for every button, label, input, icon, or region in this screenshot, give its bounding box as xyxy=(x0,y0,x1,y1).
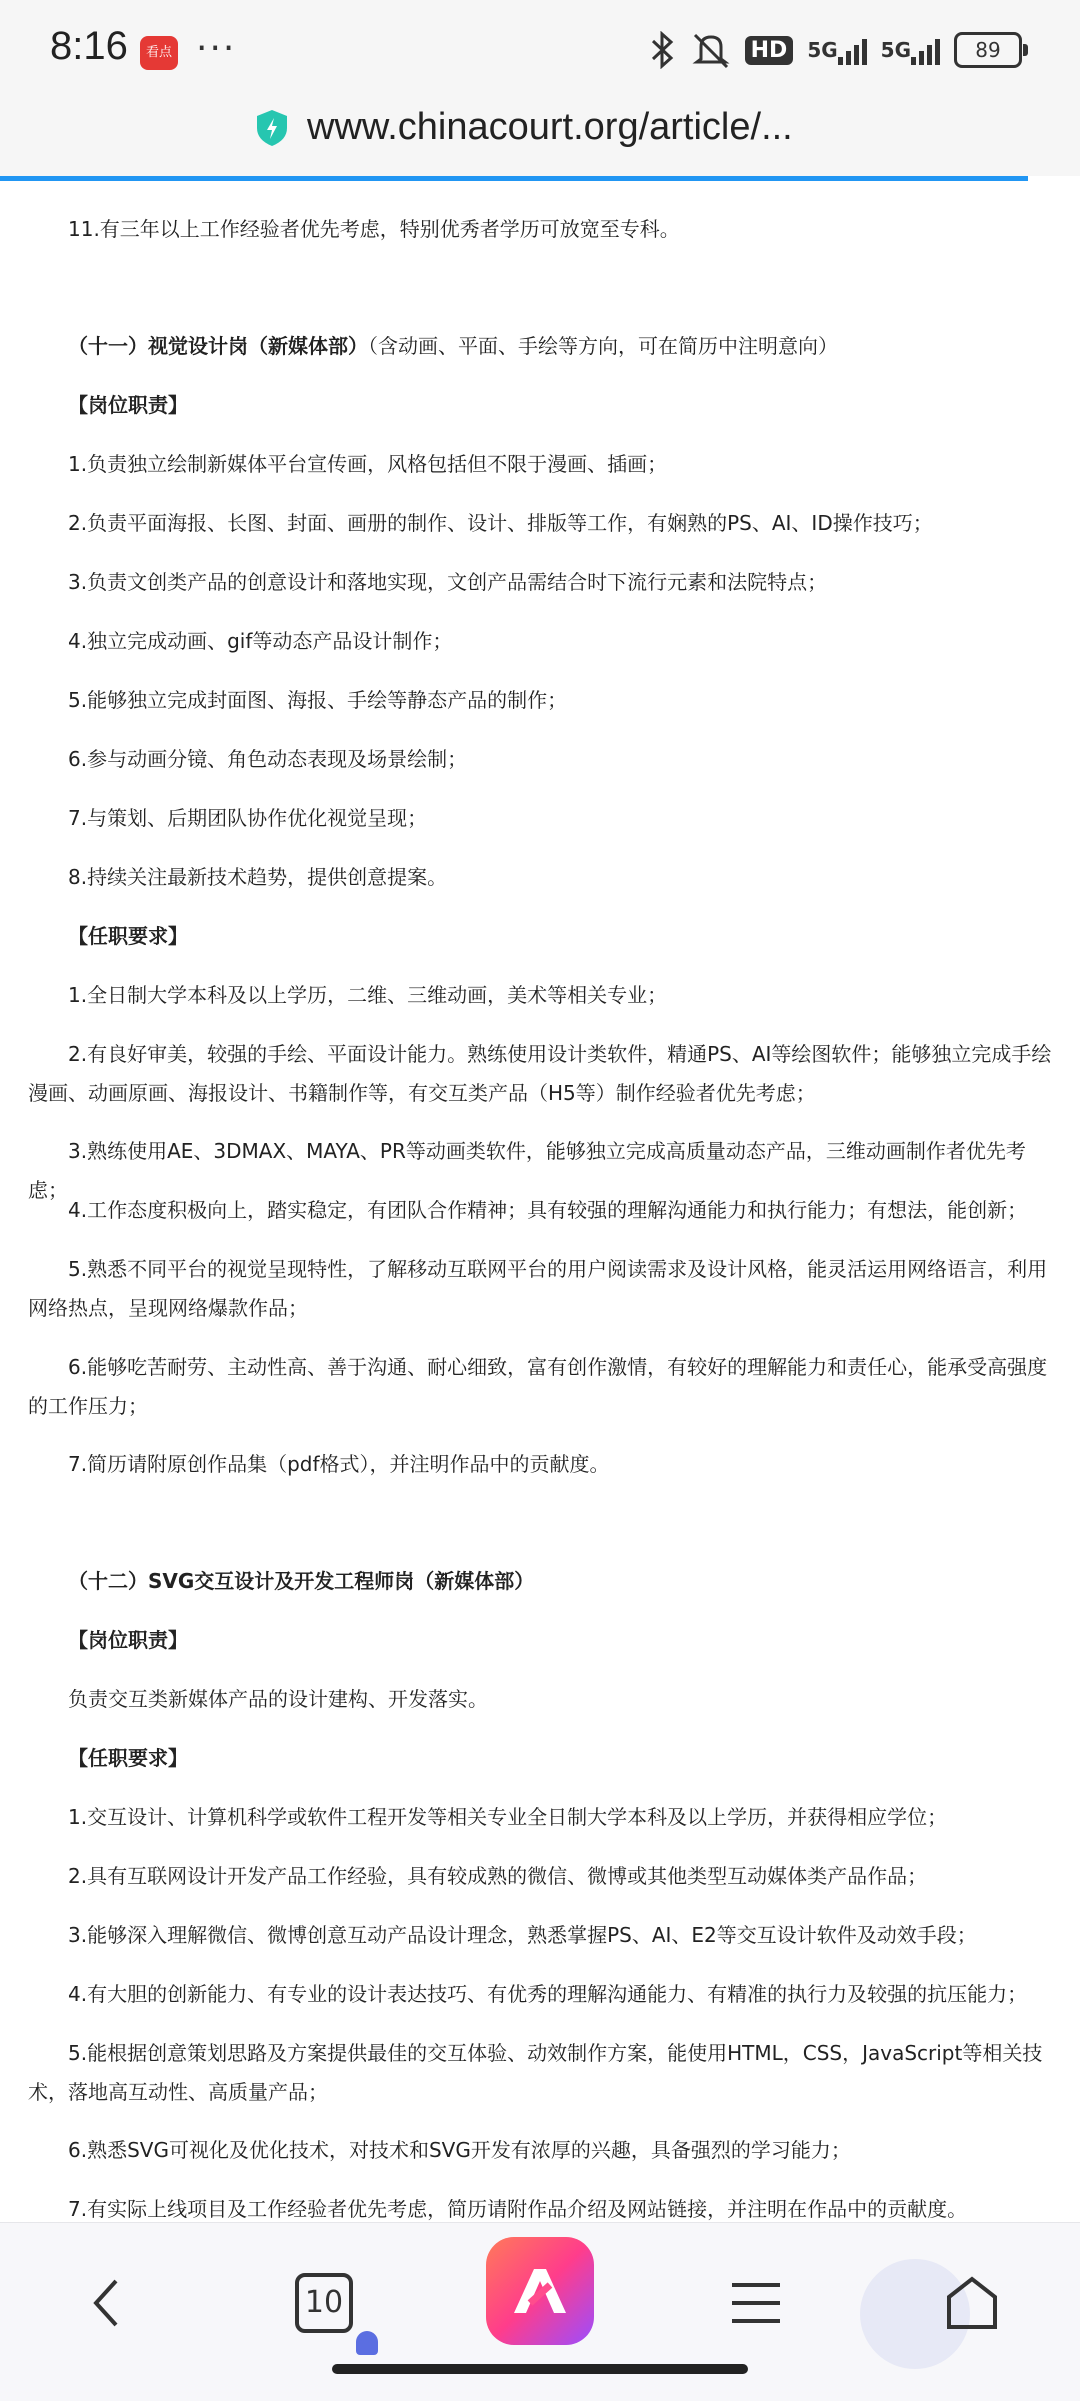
status-bar xyxy=(0,0,1080,96)
hd-voice-icon: HD xyxy=(745,36,794,65)
article-paragraph: 1.全日制大学本科及以上学历，二维、三维动画，美术等相关专业； xyxy=(68,983,668,1007)
home-icon xyxy=(945,2275,999,2331)
status-icons xyxy=(649,30,1022,70)
signal-2-icon: 5G xyxy=(881,30,940,70)
article-paragraph: 4.独立完成动画、gif等动态产品设计制作； xyxy=(68,629,453,653)
signal-1-icon: 5G xyxy=(807,30,866,70)
status-time: 8:16 xyxy=(50,24,128,68)
back-arrow-icon xyxy=(86,2275,126,2331)
ai-logo-icon xyxy=(508,2263,572,2319)
tabs-button[interactable] xyxy=(284,2263,364,2343)
bluetooth-icon xyxy=(649,30,677,70)
bottom-toolbar xyxy=(0,2222,1080,2401)
page-load-progress xyxy=(0,176,1028,181)
menu-icon xyxy=(730,2281,782,2325)
article-paragraph: 2.有良好审美，较强的手绘、平面设计能力。熟练使用设计类软件，精通PS、AI等绘图软件；能够独立完成手绘漫画、动画原画、海报设计、书籍制作等，有交互类产品（H5等）制作经验者优先考虑； xyxy=(28,1042,1052,1105)
article-paragraph: 1.交互设计、计算机科学或软件工程开发等相关专业全日制大学本科及以上学历，并获得相应学位； xyxy=(68,1805,948,1829)
home-button[interactable] xyxy=(932,2263,1012,2343)
ai-assistant-button[interactable] xyxy=(486,2237,594,2345)
menu-button[interactable] xyxy=(716,2263,796,2343)
secure-shield-icon xyxy=(255,109,289,147)
article-paragraph: 2.负责平面海报、长图、封面、画册的制作、设计、排版等工作，有娴熟的PS、AI、ID操作技巧； xyxy=(68,511,933,535)
article-paragraph: 5.熟悉不同平台的视觉呈现特性，了解移动互联网平台的用户阅读需求及设计风格，能灵活运用网络语言，利用网络热点，呈现网络爆款作品； xyxy=(28,1257,1048,1320)
tab-count: 10 xyxy=(295,2273,353,2333)
url-text[interactable]: www.chinacourt.org/article/... xyxy=(307,106,793,148)
more-notifications-icon: ··· xyxy=(196,28,237,69)
section-heading: （十一）视觉设计岗（新媒体部）（含动画、平面、手绘等方向，可在简历中注明意向） xyxy=(68,334,838,358)
article-paragraph: 2.具有互联网设计开发产品工作经验，具有较成熟的微信、微博或其他类型互动媒体类产品作品； xyxy=(68,1864,928,1888)
back-button[interactable] xyxy=(66,2263,146,2343)
article-paragraph: 1.负责独立绘制新媒体平台宣传画，风格包括但不限于漫画、插画； xyxy=(68,452,668,476)
section-heading: （十二）SVG交互设计及开发工程师岗（新媒体部） xyxy=(68,1569,535,1593)
subsection-heading: 【任职要求】 xyxy=(68,924,188,948)
kandian-app-icon: 看点 xyxy=(140,36,178,70)
article-paragraph: 5.能够独立完成封面图、海报、手绘等静态产品的制作； xyxy=(68,688,568,712)
ghost-icon xyxy=(356,2331,378,2355)
battery-icon: 89 xyxy=(954,32,1022,68)
article-paragraph: 6.熟悉SVG可视化及优化技术，对技术和SVG开发有浓厚的兴趣，具备强烈的学习能力； xyxy=(68,2138,851,2162)
gesture-bar[interactable] xyxy=(332,2364,748,2374)
article-paragraph: 11.有三年以上工作经验者优先考虑，特别优秀者学历可放宽至专科。 xyxy=(68,217,680,241)
article-paragraph: 负责交互类新媒体产品的设计建构、开发落实。 xyxy=(68,1687,488,1711)
article-paragraph: 3.熟练使用AE、3DMAX、MAYA、PR等动画类软件，能够独立完成高质量动态产品，三维动画制作者优先考虑； xyxy=(28,1139,1026,1202)
subsection-heading: 【岗位职责】 xyxy=(68,393,188,417)
article-paragraph: 7.简历请附原创作品集（pdf格式），并注明作品中的贡献度。 xyxy=(68,1452,610,1476)
address-bar[interactable] xyxy=(0,96,1080,176)
article-paragraph: 4.工作态度积极向上，踏实稳定，有团队合作精神；具有较强的理解沟通能力和执行能力；有想法，能创新； xyxy=(68,1198,1028,1222)
mute-icon xyxy=(691,30,731,70)
article-paragraph: 3.负责文创类产品的创意设计和落地实现，文创产品需结合时下流行元素和法院特点； xyxy=(68,570,828,594)
subsection-heading: 【岗位职责】 xyxy=(68,1628,188,1652)
subsection-heading: 【任职要求】 xyxy=(68,1746,188,1770)
article-paragraph: 7.有实际上线项目及工作经验者优先考虑，简历请附作品介绍及网站链接，并注明在作品中的贡献度。 xyxy=(68,2197,968,2221)
article-paragraph: 5.能根据创意策划思路及方案提供最佳的交互体验、动效制作方案，能使用HTML，CSS，JavaScript等相关技术，落地高互动性、高质量产品； xyxy=(28,2041,1043,2104)
article-paragraph: 3.能够深入理解微信、微博创意互动产品设计理念，熟悉掌握PS、AI、E2等交互设计软件及动效手段； xyxy=(68,1923,977,1947)
article-paragraph: 6.能够吃苦耐劳、主动性高、善于沟通、耐心细致，富有创作激情，有较好的理解能力和责任心，能承受高强度的工作压力； xyxy=(28,1355,1048,1418)
article-paragraph: 8.持续关注最新技术趋势，提供创意提案。 xyxy=(68,865,448,889)
article-paragraph: 7.与策划、后期团队协作优化视觉呈现； xyxy=(68,806,428,830)
article-paragraph: 6.参与动画分镜、角色动态表现及场景绘制； xyxy=(68,747,468,771)
article-paragraph: 4.有大胆的创新能力、有专业的设计表达技巧、有优秀的理解沟通能力、有精准的执行力及较强的抗压能力； xyxy=(68,1982,1028,2006)
